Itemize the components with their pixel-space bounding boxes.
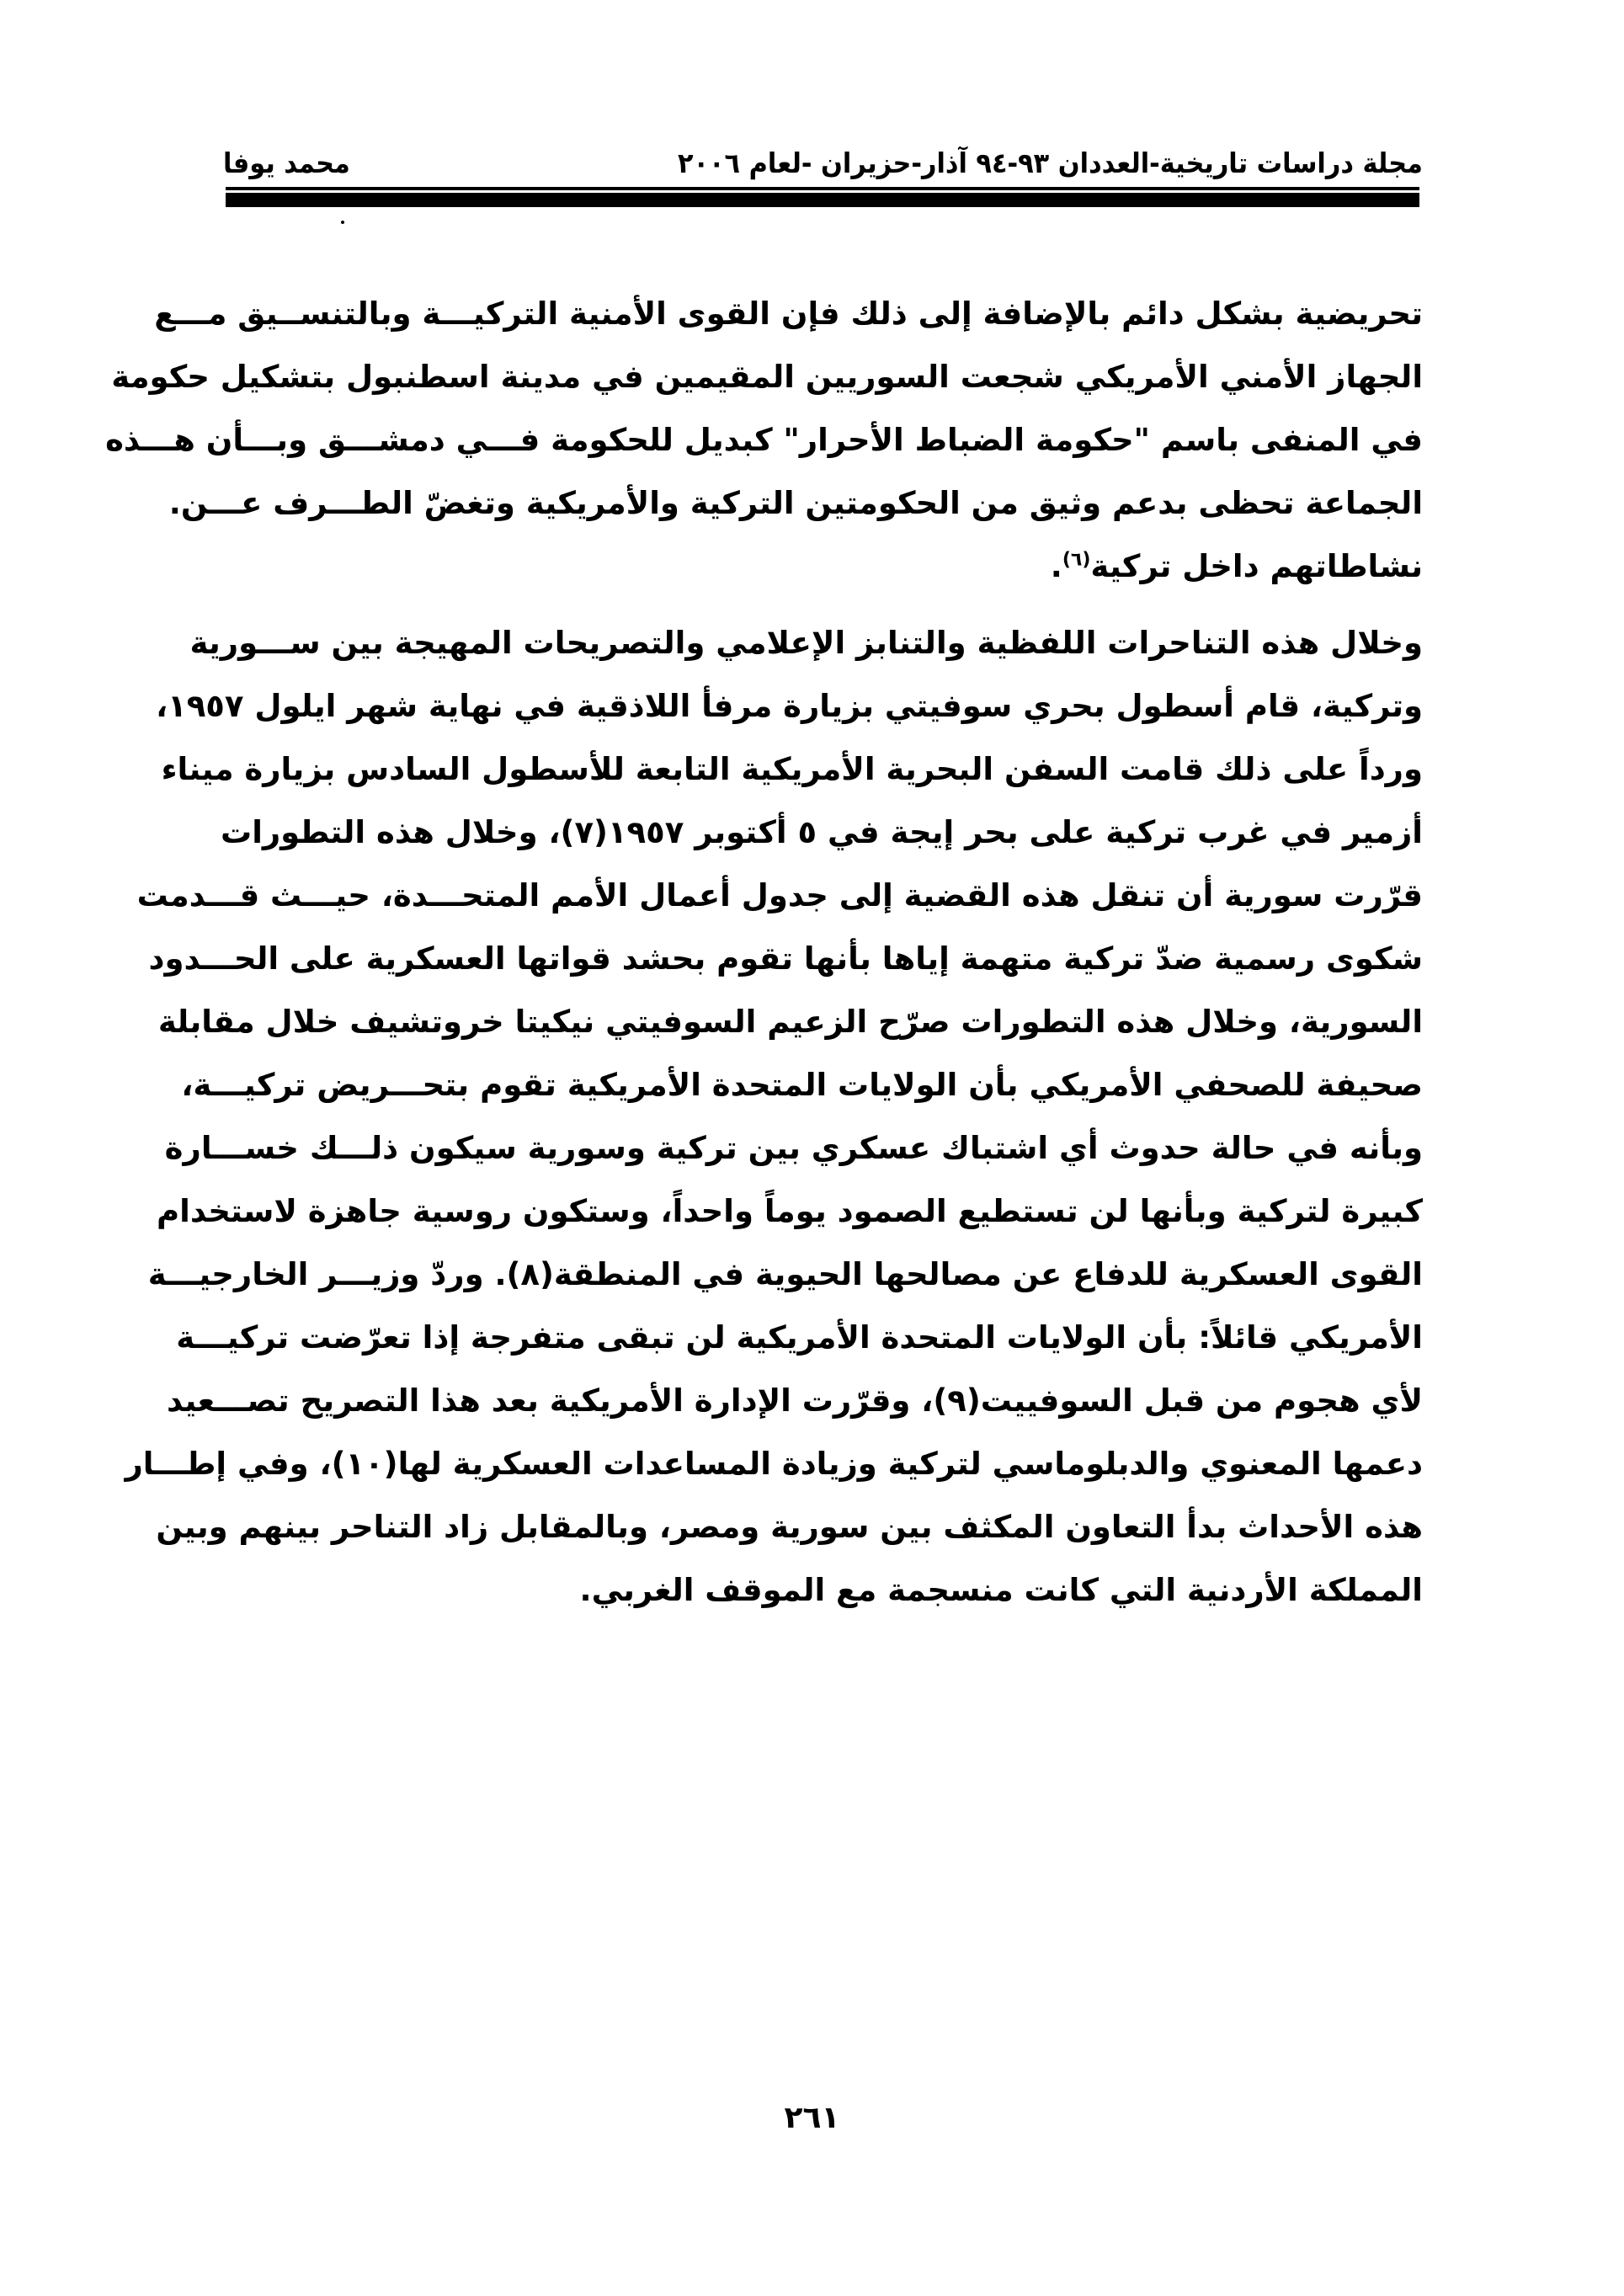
paragraph (125, 611, 1423, 1622)
author-name: محمد يوفا (223, 146, 350, 179)
text-line: هذه الأحداث بدأ التعاون المكثف بين سورية ومصر، وبالمقابل زاد التناحر بينهم وبين (156, 1509, 1423, 1545)
header-rule-thin (226, 187, 1419, 190)
text-line: صحيفة للصحفي الأمريكي بأن الولايات المتحدة الأمريكية تقوم بتحـــريض تركيـــة، (181, 1067, 1423, 1103)
text-line: دعمها المعنوي والدبلوماسي لتركية وزيادة المساعدات العسكرية لها(١٠)، وفي إطـــار (125, 1446, 1423, 1482)
text-line: السورية، وخلال هذه التطورات صرّح الزعيم السوفيتي نيكيتا خروتشيف خلال مقابلة (157, 1004, 1423, 1040)
text-line: كبيرة لتركية وبأنها لن تستطيع الصمود يوماً واحداً، وستكون روسية جاهزة لاستخدام (157, 1193, 1423, 1229)
line-end: . (1050, 548, 1062, 584)
page-number: ٢٦١ (784, 2101, 840, 2135)
text-line (229, 535, 1423, 598)
running-header (223, 135, 1423, 177)
text-line: شكوى رسمية ضدّ تركية متهمة إياها بأنها تقوم بحشد قواتها العسكرية على الحـــدود (148, 940, 1423, 977)
text-line: الجماعة تحظى بدعم وثيق من الحكومتين التركية والأمريكية وتغضّ الطـــرف عـــن. (168, 485, 1423, 521)
footnote-ref: (٦) (1062, 549, 1091, 571)
text-line: وخلال هذه التناحرات اللفظية والتنابز الإعلامي والتصريحات المهيجة بين ســـورية (189, 625, 1423, 661)
text-line: لأي هجوم من قبل السوفييت(٩)، وقرّرت الإدارة الأمريكية بعد هذا التصريح تصـــعيد (167, 1382, 1423, 1419)
paragraph (105, 282, 1423, 598)
text-line: الأمريكي قائلاً: بأن الولايات المتحدة الأمريكية لن تبقى متفرجة إذا تعرّضت تركيـــة (176, 1319, 1423, 1356)
text-line: وبأنه في حالة حدوث أي اشتباك عسكري بين تركية وسورية سيكون ذلـــك خســـارة (164, 1130, 1423, 1166)
text-line: المملكة الأردنية التي كانت منسجمة مع الموقف الغربي. (579, 1572, 1423, 1608)
scan-speck (341, 221, 344, 224)
text-line: في المنفى باسم "حكومة الضباط الأحرار" كبديل للحكومة فـــي دمشـــق وبـــأن هـــذه (105, 422, 1423, 458)
article-body (105, 282, 1423, 1622)
text-line: ورداً على ذلك قامت السفن البحرية الأمريكية التابعة للأسطول السادس بزيارة ميناء (161, 751, 1423, 787)
journal-title: مجلة دراسات تاريخية-العددان ٩٣-٩٤ آذار-حزيران -لعام ٢٠٠٦ (678, 146, 1423, 179)
text-line: تحريضية بشكل دائم بالإضافة إلى ذلك فإن القوى الأمنية التركيـــة وبالتنســيق مـــع (154, 296, 1423, 332)
text-line: قرّرت سورية أن تنقل هذه القضية إلى جدول أعمال الأمم المتحـــدة، حيـــث قـــدمت (136, 877, 1423, 914)
text-line: القوى العسكرية للدفاع عن مصالحها الحيوية في المنطقة(٨). وردّ وزيـــر الخارجيـــة (147, 1256, 1423, 1292)
text-line: الجهاز الأمني الأمريكي شجعت السوريين المقيمين في مدينة اسطنبول بتشكيل حكومة (111, 359, 1423, 395)
header-rule-thick (226, 193, 1419, 207)
line-text: نشاطاتهم داخل تركية (1090, 548, 1423, 584)
text-line: أزمير في غرب تركية على بحر إيجة في ٥ أكتوبر ١٩٥٧(٧)، وخلال هذه التطورات (221, 814, 1423, 850)
text-line: وتركية، قام أسطول بحري سوفيتي بزيارة مرفأ اللاذقية في نهاية شهر ايلول ١٩٥٧، (156, 688, 1423, 724)
